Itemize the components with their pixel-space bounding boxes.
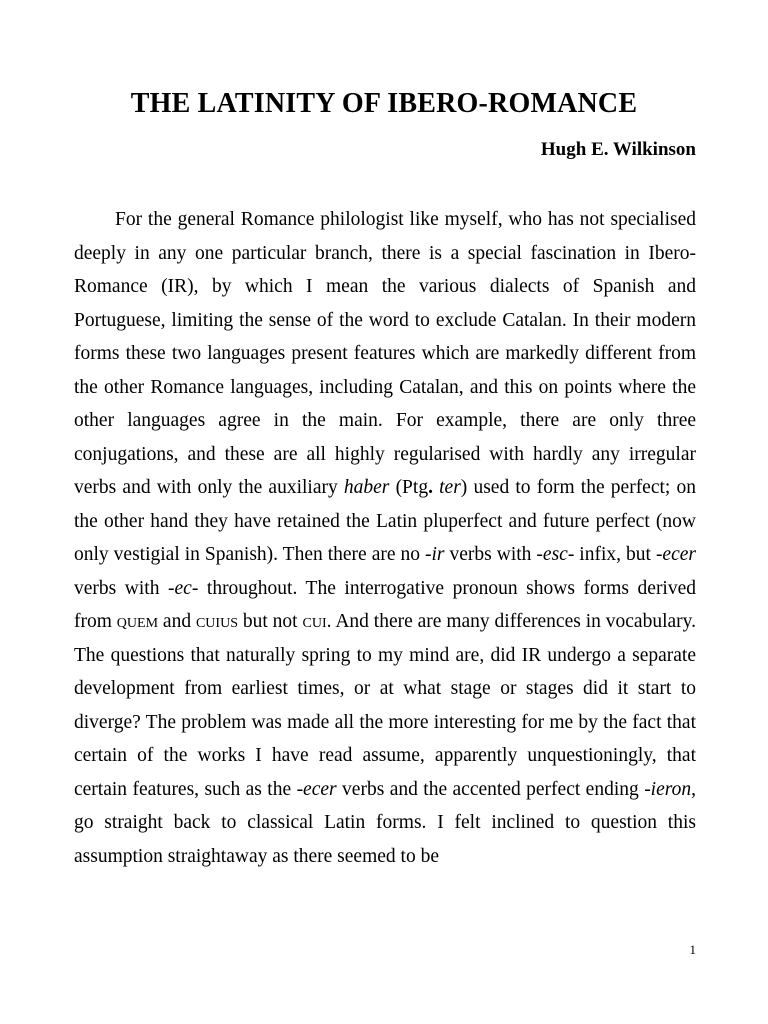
smallcaps-term-cui: cui [302, 611, 327, 632]
smallcaps-term-quem: quem [116, 611, 159, 632]
text-run: but not [237, 611, 303, 632]
document-title: THE LATINITY OF IBERO-ROMANCE [130, 88, 638, 119]
smallcaps-term-cuius: cuius [195, 611, 238, 632]
text-run: . And there are many differences in vocabulary. The questions that naturally spring to my mind are, did IR undergo a separate development from earliest times, or at what stage or stages did it start to diverge? The problem was made all the more interesting for me by the fact that certain of the works I have read assume, apparently unquestioningly, that certain features, such as the [74, 611, 696, 800]
text-run: verbs with [74, 577, 169, 599]
text-run: ) used to form the perfect; on the other hand they have retained the Latin pluperfect and future perfect (now only vestigial in Spanish). Then there are no [74, 477, 696, 565]
text-run: (Ptg [389, 477, 429, 498]
text-run: verbs and the accented perfect ending [336, 778, 645, 800]
page-number: 1 [689, 942, 696, 957]
author-name: Hugh E. Wilkinson [540, 139, 696, 160]
text-run: and [158, 611, 196, 632]
text-run: , go straight back to classical Latin forms. I felt inclined to question this assumption straightaway as there seemed to be [74, 778, 696, 867]
text-run: verbs with [444, 544, 537, 565]
text-run: For the general Romance philologist like myself, who has not specialised deeply in any one particular branch, there is a special fascination in Ibero-Romance (IR), by which I mean the various dialects of Spanish and Portuguese, limiting the sense of the word to exclude Catalan. In their modern forms these two languages present features which are markedly different from the other Romance languages, including Catalan, and this on points where the other languages agree in the main. For example, there are only three conjugations, and these are all highly regularised with hardly any irregular verbs and with only the auxiliary [74, 209, 696, 498]
italic-term-ecer: -ecer [296, 778, 337, 800]
bold-period: . [428, 477, 433, 498]
italic-term-haber: haber [343, 477, 390, 498]
italic-term-ecer: -ecer [655, 544, 696, 565]
text-run: infix, but [574, 544, 656, 565]
italic-term-esc: -esc- [536, 544, 575, 565]
italic-term-ter: ter [439, 477, 461, 498]
text-run: throughout. The interrogative pronoun shows forms derived from [74, 577, 697, 632]
italic-term-ec: -ec- [168, 577, 199, 599]
body-paragraph [74, 203, 696, 873]
italic-term-ir: -ir [425, 544, 445, 565]
italic-term-ieron: -ieron [644, 778, 692, 800]
